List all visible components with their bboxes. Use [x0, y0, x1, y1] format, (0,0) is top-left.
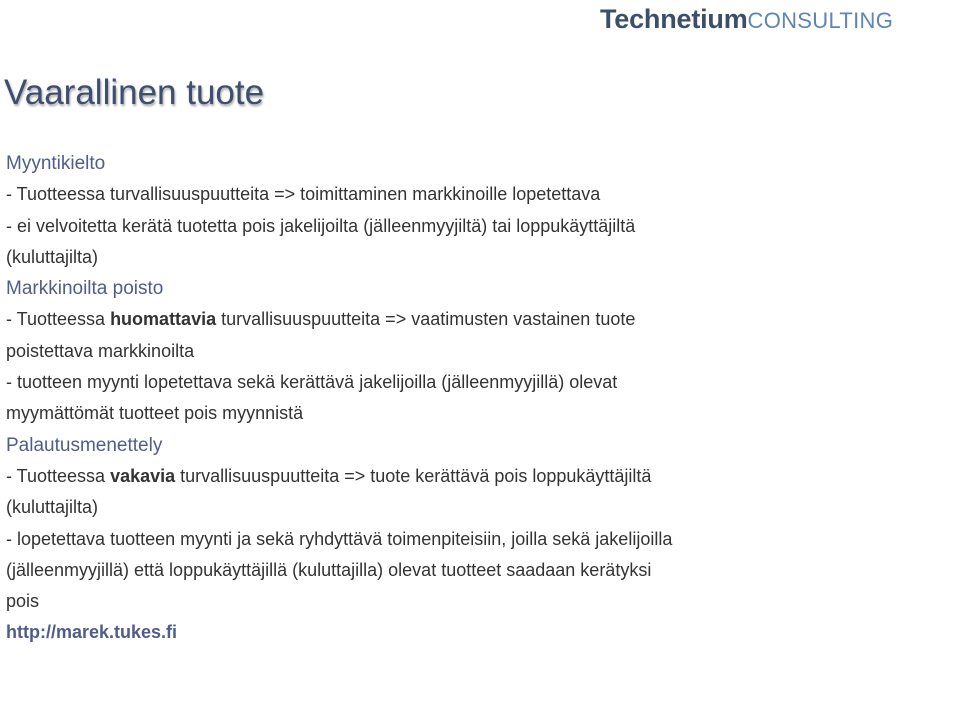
- slide-content: [6, 148, 956, 649]
- body-line: - ei velvoitetta kerätä tuotetta pois jakelijoilta (jälleenmyyjiltä) tai loppukäyttäjiltä: [6, 215, 636, 236]
- body-line: [6, 304, 956, 335]
- body-line: - Tuotteessa turvallisuuspuutteita => toimittaminen markkinoille lopetettava: [6, 184, 601, 205]
- body-text: turvallisuuspuutteita => vaatimusten vastainen tuote: [216, 309, 636, 330]
- body-line: (kuluttajilta): [6, 246, 99, 267]
- body-text: turvallisuuspuutteita => tuote kerättävä pois loppukäyttäjiltä: [175, 465, 652, 486]
- body-line: pois: [6, 591, 40, 612]
- logo-text-technetium: Technetium: [600, 4, 748, 34]
- logo-text-consulting: CONSULTING: [747, 8, 894, 33]
- body-line: poistettava markkinoilta: [6, 340, 195, 361]
- emphasis-text: huomattavia: [110, 309, 217, 330]
- body-text: - Tuotteessa: [6, 465, 111, 486]
- emphasis-text: vakavia: [110, 465, 176, 486]
- page-title: Vaarallinen tuote: [4, 73, 265, 112]
- body-line: - tuotteen myynti lopetettava sekä kerättävä jakelijoilla (jälleenmyyjillä) olevat: [6, 372, 618, 393]
- company-logo: [600, 4, 894, 34]
- body-line: myymättömät tuotteet pois myynnistä: [6, 403, 304, 424]
- body-line: (jälleenmyyjillä) että loppukäyttäjillä (kuluttajilla) olevat tuotteet saadaan kerätyksi: [6, 559, 652, 580]
- body-line: - lopetettava tuotteen myynti ja sekä ryhdyttävä toimenpiteisiin, joilla sekä jakelijoilla: [6, 528, 673, 549]
- body-line: [6, 461, 956, 492]
- link-line: [6, 617, 956, 648]
- section-heading-markkinoilta-poisto: Markkinoilta poisto: [6, 278, 164, 300]
- section-heading-palautusmenettely: Palautusmenettely: [6, 434, 163, 456]
- body-text: - Tuotteessa: [6, 309, 111, 330]
- section-heading-myyntikielto: Myyntikielto: [6, 153, 106, 174]
- source-link[interactable]: http://marek.tukes.fi: [6, 622, 178, 643]
- body-line: (kuluttajilta): [6, 497, 99, 518]
